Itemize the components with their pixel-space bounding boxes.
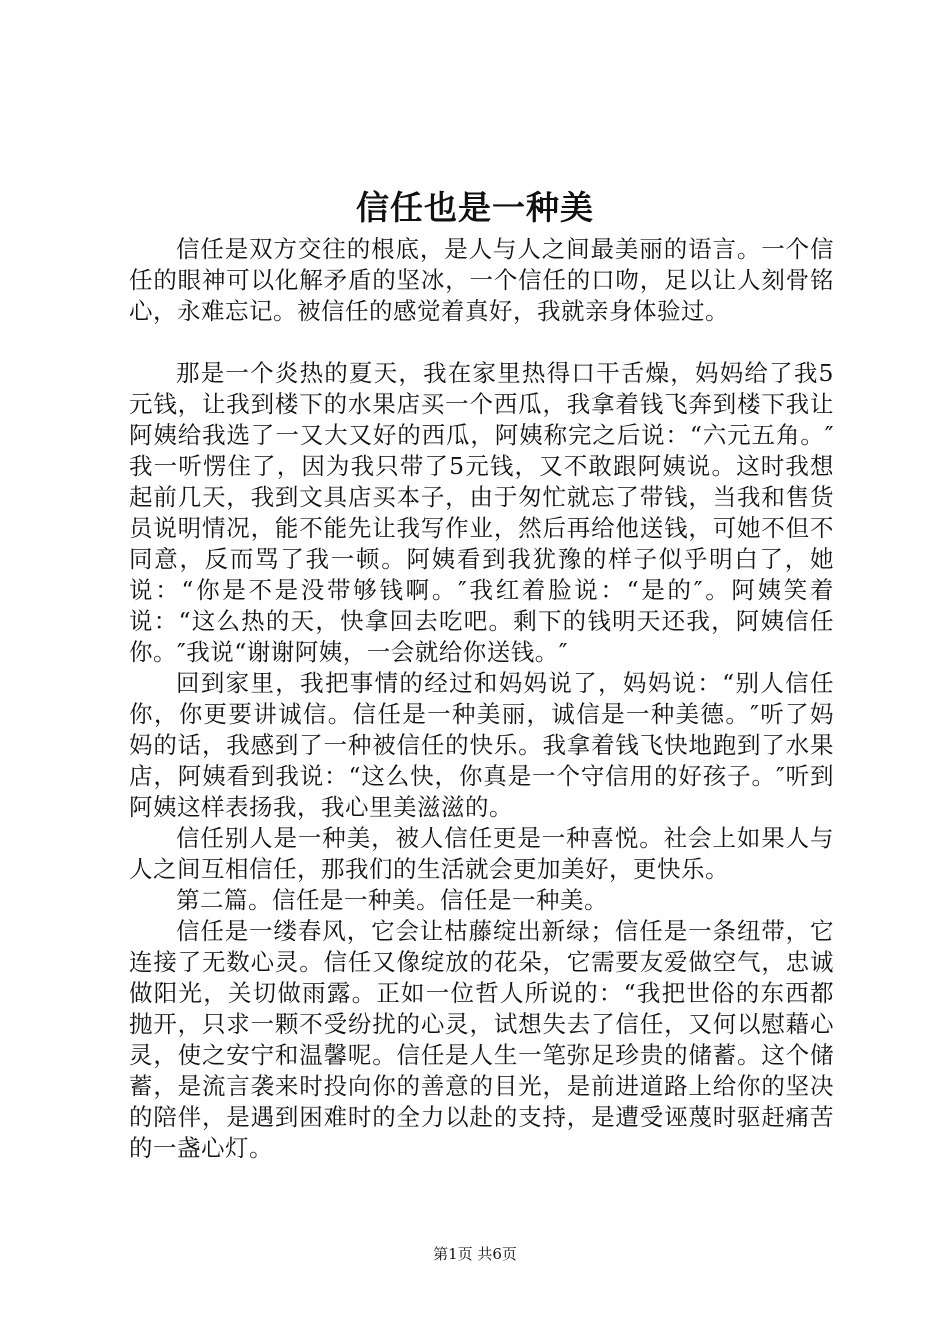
paragraph-second-body: 信任是一缕春风，它会让枯藤绽出新绿；信任是一条纽带，它连接了无数心灵。信任又像绽放的花朵，它需要友爱做空气，忠诚做阳光，关切做雨露。正如一位哲人所说的：“我把世俗的东西都抛开，只求一颗不受纷扰的心灵，试想失去了信任，又何以慰藉心灵，使之安宁和温馨呢。信任是人生一笔弥足珍贵的储蓄。这个储蓄，是流言袭来时投向你的善意的目光，是前进道路上给你的坚决的陪伴，是遇到困难时的全力以赴的支持，是遭受诬蔑时驱赶痛苦的一盏心灯。 <box>129 917 834 1162</box>
document-title: 信任也是一种美 <box>356 188 594 227</box>
paragraph-conclusion: 信任别人是一种美，被人信任更是一种喜悦。社会上如果人与人之间互相信任，那我们的生活就会更加美好，更快乐。 <box>129 824 834 883</box>
paragraph-story: 那是一个炎热的夏天，我在家里热得口干舌燥，妈妈给了我5元钱，让我到楼下的水果店买一个西瓜，我拿着钱飞奔到楼下我让阿姨给我选了一又大又好的西瓜，阿姨称完之后说：“六元五角。″我一听愣住了，因为我只带了5元钱，又不敢跟阿姨说。这时我想起前几天，我到文具店买本子，由于匆忙就忘了带钱，当我和售货员说明情况，能不能先让我写作业，然后再给他送钱，可她不但不同意，反而骂了我一顿。阿姨看到我犹豫的样子似乎明白了，她说：“你是不是没带够钱啊。″我红着脸说：“是的″。阿姨笑着说：“这么热的天，快拿回去吃吧。剩下的钱明天还我，阿姨信任你。″我说“谢谢阿姨，一会就给你送钱。″ <box>129 359 834 666</box>
paragraph-second-heading: 第二篇。信任是一种美。信任是一种美。 <box>176 886 608 914</box>
paragraph-intro: 信任是双方交往的根底，是人与人之间最美丽的语言。一个信任的眼神可以化解矛盾的坚冰，一个信任的口吻，足以让人刻骨铭心，永难忘记。被信任的感觉着真好，我就亲身体验过。 <box>129 235 834 325</box>
page-number: 第1页 共6页 <box>433 1245 517 1263</box>
paragraph-return-home: 回到家里，我把事情的经过和妈妈说了，妈妈说：“别人信任你，你更要讲诚信。信任是一种美丽，诚信是一种美德。″听了妈妈的话，我感到了一种被信任的快乐。我拿着钱飞快地跑到了水果店，阿姨看到我说：“这么快，你真是一个守信用的好孩子。″听到阿姨这样表扬我，我心里美滋滋的。 <box>129 669 834 821</box>
document-body <box>129 234 834 1164</box>
